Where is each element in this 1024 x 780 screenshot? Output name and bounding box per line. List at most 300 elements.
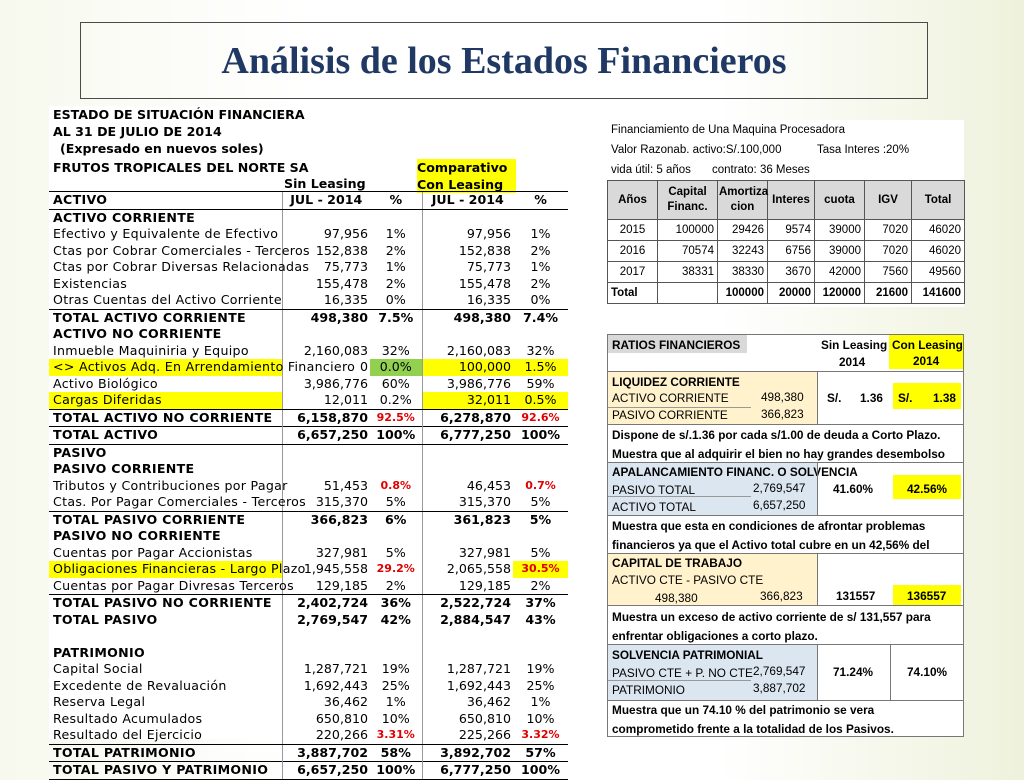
ratios-sin-label: Sin Leasing (821, 338, 888, 352)
bs-sin-pct: 32% (381, 342, 410, 358)
bs-con-pct (513, 645, 568, 662)
ct-formula: ACTIVO CTE - PASIVO CTE (612, 573, 764, 587)
leasing-cell: Capital Financ. (658, 181, 718, 220)
balance-sheet (49, 106, 568, 778)
bs-label: PASIVO CORRIENTE (53, 461, 195, 477)
bs-sin-pct: 2% (370, 578, 422, 595)
ct-sin: 131557 (836, 589, 876, 603)
bs-label: Ctas. Por Pagar Comerciales - Terceros (49, 494, 282, 511)
ct-a: 498,380 (655, 591, 698, 605)
bs-sin-pct: 25% (381, 677, 410, 693)
leasing-cell: 141600 (912, 283, 965, 304)
bs-con-value: 225,266 (422, 727, 513, 744)
bs-sin-value (282, 628, 370, 645)
bs-con-value (422, 628, 513, 645)
bs-row (49, 243, 568, 260)
leasing-cell: IGV (865, 181, 912, 220)
leasing-cell: 46020 (912, 220, 965, 241)
bs-con-pct: 2% (530, 242, 551, 258)
apa-num: 2,769,547 (753, 481, 806, 495)
bs-sin-value: 129,185 (282, 578, 370, 595)
bs-row (49, 661, 568, 678)
bs-label: TOTAL ACTIVO CORRIENTE (53, 309, 246, 325)
leasing-cell: 2015 (608, 220, 658, 241)
bs-sin-pct (370, 209, 422, 226)
bs-row (49, 276, 568, 293)
bs-sin-pct: 5% (385, 544, 406, 560)
bs-row (49, 578, 568, 595)
bs-con-value: JUL - 2014 (422, 192, 513, 210)
bs-sin-value: 3,986,776 (282, 376, 370, 393)
bs-con-value (422, 444, 513, 461)
bs-label: Otras Cuentas del Activo Corriente (49, 292, 282, 309)
bs-con-value: 3,986,776 (422, 376, 513, 393)
bs-con-pct: 43% (525, 611, 556, 627)
apa-den: 6,657,250 (753, 498, 806, 512)
bs-row (49, 628, 568, 645)
liq-num: 498,380 (761, 390, 804, 404)
bs-con-value: 16,335 (422, 292, 513, 309)
bs-con-value (422, 645, 513, 662)
bs-sin-pct: 29.2% (376, 562, 415, 576)
bs-row (49, 494, 568, 511)
bs-row (49, 762, 568, 780)
bs-con-value (422, 209, 513, 226)
bs-con-value: 3,892,702 (422, 744, 513, 762)
leasing-cell (658, 283, 718, 304)
bs-sin-pct: 7.5% (378, 309, 414, 325)
bs-sin-value: 75,773 (282, 259, 370, 276)
bs-row (49, 744, 568, 762)
bs-sin-pct: 0.2% (370, 392, 422, 409)
bs-label (49, 628, 282, 645)
bs-row (49, 376, 568, 393)
ratios-con-year: 2014 (913, 354, 940, 368)
leasing-row (608, 262, 965, 283)
apa-sin: 41.60% (833, 482, 874, 496)
bs-header-4: FRUTOS TROPICALES DEL NORTE SA (53, 160, 309, 175)
sol-note-2: comprometido frente a la totalidad de los Pasivos. (612, 722, 894, 736)
bs-sin-pct: 42% (380, 611, 411, 627)
bs-row (49, 612, 568, 629)
bs-label: ACTIVO NO CORRIENTE (53, 326, 222, 342)
bs-label: TOTAL PASIVO NO CORRIENTE (53, 595, 272, 611)
bs-sin-value: 2,160,083 (282, 343, 370, 360)
bs-con-value: 327,981 (422, 545, 513, 562)
bs-label: Inmueble Maquiniria y Equipo (53, 342, 249, 358)
bs-sin-pct (370, 528, 422, 545)
con-leasing-label: Con Leasing (417, 176, 516, 193)
bs-row (49, 343, 568, 360)
ct-b: 366,823 (760, 589, 803, 603)
ct-note-1: Muestra un exceso de activo corriente de s/ 131,557 para (612, 610, 931, 624)
bs-sin-pct: 100% (370, 427, 422, 445)
apa-name: APALANCAMIENTO FINANC. O SOLVENCIA (612, 465, 858, 479)
liq-cur-sin: S/. (827, 391, 842, 405)
bs-sin-pct: 36% (380, 595, 411, 611)
leasing-cell: 6756 (768, 241, 815, 262)
bs-sin-value (282, 461, 370, 478)
bs-sin-value: 6,158,870 (282, 409, 370, 427)
bs-con-pct: 37% (525, 595, 556, 611)
bs-sin-value: JUL - 2014 (282, 192, 370, 210)
bs-sin-value: 366,823 (282, 511, 370, 528)
bs-sin-pct: 0.8% (380, 478, 411, 492)
sol-num: 2,769,547 (753, 664, 806, 678)
apa-num-label: PASIVO TOTAL (612, 483, 696, 497)
bs-sin-value: 2,402,724 (282, 595, 370, 612)
leasing-cell: 29426 (718, 220, 768, 241)
leasing-cell: 32243 (718, 241, 768, 262)
bs-label: <> Activos Adq. En Arrendamiento Financiero (49, 359, 282, 376)
bs-sin-pct: 1% (385, 694, 406, 710)
bs-con-pct: 2% (513, 578, 568, 595)
leasing-row (608, 241, 965, 262)
bs-sin-value: 1,692,443 (282, 678, 370, 695)
leasing-cell: 39000 (815, 220, 865, 241)
bs-row (49, 678, 568, 695)
bs-con-value: 75,773 (422, 259, 513, 276)
bs-row (49, 409, 568, 427)
bs-sin-pct: 58% (380, 744, 411, 760)
bs-con-value: 650,810 (422, 711, 513, 728)
bs-con-value: 2,884,547 (422, 612, 513, 629)
bs-sin-value: 6,657,250 (282, 762, 370, 780)
bs-label: Ctas por Cobrar Comerciales - Terceros (53, 242, 310, 258)
bs-con-pct: % (513, 192, 568, 210)
bs-row (49, 292, 568, 309)
leasing-cell: Años (608, 181, 658, 220)
bs-sin-pct: 1% (385, 259, 406, 275)
bs-sin-value: 155,478 (282, 276, 370, 293)
bs-con-pct: 2% (530, 275, 551, 291)
liq-con: 1.38 (933, 391, 956, 405)
bs-con-pct: 1% (530, 259, 551, 275)
bs-con-value (422, 326, 513, 343)
liq-name: LIQUIDEZ CORRIENTE (612, 375, 740, 389)
bs-con-value: 6,777,250 (422, 427, 513, 445)
leasing-vida: vida útil: 5 años (611, 164, 691, 176)
bs-label: Resultado Acumulados (53, 710, 203, 726)
bs-con-pct: 1% (530, 694, 551, 710)
bs-label: Resultado del Ejercicio (49, 727, 282, 744)
bs-row (49, 561, 568, 578)
bs-row (49, 259, 568, 276)
leasing-cell: 7020 (865, 241, 912, 262)
leasing-table (607, 180, 965, 304)
bs-label: TOTAL ACTIVO NO CORRIENTE (53, 409, 273, 425)
bs-con-value: 32,011 (422, 392, 513, 409)
bs-row (49, 461, 568, 478)
bs-sin-value (282, 209, 370, 226)
bs-sin-value: 16,335 (282, 292, 370, 309)
liq-cur-con: S/. (898, 391, 913, 405)
bs-row (49, 545, 568, 562)
leasing-cell: 9574 (768, 220, 815, 241)
leasing-header-row (608, 181, 965, 220)
ratios-sin-year: 2014 (839, 355, 866, 369)
bs-con-pct (513, 444, 568, 461)
ct-con: 136557 (907, 589, 947, 603)
sol-sin: 71.24% (833, 665, 874, 679)
leasing-cell: 2017 (608, 262, 658, 283)
leasing-contrato: contrato: 36 Meses (712, 164, 810, 176)
bs-row (49, 427, 568, 445)
bs-row (49, 192, 568, 210)
bs-row (49, 392, 568, 409)
bs-label: TOTAL PASIVO Y PATRIMONIO (49, 762, 282, 780)
bs-con-value: 129,185 (422, 578, 513, 595)
leasing-cell: 49560 (912, 262, 965, 283)
apa-note-2: financieros ya que el Activo total cubre en un 42,56% del (612, 538, 930, 552)
balance-table (49, 191, 568, 780)
bs-con-pct (513, 628, 568, 645)
bs-con-pct (513, 326, 568, 343)
bs-sin-value: 3,887,702 (282, 744, 370, 762)
bs-sin-value: 6,657,250 (282, 427, 370, 445)
bs-label: ACTIVO CORRIENTE (53, 209, 196, 225)
bs-header-1: ESTADO DE SITUACIÓN FINANCIERA (53, 107, 305, 122)
bs-con-value: 100,000 (422, 359, 513, 376)
bs-con-pct: 5% (513, 494, 568, 511)
leasing-cell: 7020 (865, 220, 912, 241)
bs-sin-pct: 3.31% (370, 727, 422, 744)
bs-sin-pct: 6% (385, 511, 407, 527)
bs-con-pct: 57% (525, 744, 556, 760)
leasing-total-row (608, 283, 965, 304)
sol-name: SOLVENCIA PATRIMONIAL (612, 648, 763, 662)
bs-label: Efectivo y Equivalente de Efectivo (53, 226, 279, 242)
leasing-cell: 21600 (865, 283, 912, 304)
bs-sin-value: 0 (282, 359, 370, 376)
leasing-panel (607, 120, 964, 307)
bs-con-pct (513, 528, 568, 545)
bs-con-value: 152,838 (422, 243, 513, 260)
bs-con-value: 498,380 (422, 309, 513, 326)
liq-note-1: Dispone de s/.1.36 por cada s/1.00 de deuda a Corto Plazo. (612, 428, 941, 442)
bs-con-value: 2,160,083 (422, 343, 513, 360)
bs-con-pct: 0.5% (513, 392, 568, 409)
liq-den-label: PASIVO CORRIENTE (612, 408, 728, 422)
bs-sin-value (282, 326, 370, 343)
bs-sin-pct: % (370, 192, 422, 210)
bs-label: PASIVO (53, 444, 107, 460)
bs-sin-pct (370, 461, 422, 478)
bs-con-pct: 30.5% (513, 561, 568, 578)
sol-den-label: PATRIMONIO (612, 683, 685, 697)
ratios-title: RATIOS FINANCIEROS (612, 338, 741, 352)
bs-row (49, 694, 568, 711)
bs-con-value (422, 528, 513, 545)
leasing-cell: 46020 (912, 241, 965, 262)
leasing-cell: 100000 (658, 220, 718, 241)
leasing-cell: 2016 (608, 241, 658, 262)
bs-label: Cuentas por Pagar Accionistas (53, 544, 253, 560)
bs-label: PATRIMONIO (53, 644, 145, 660)
bs-row (49, 645, 568, 662)
liq-num-label: ACTIVO CORRIENTE (612, 391, 729, 405)
bs-con-pct: 32% (526, 342, 555, 358)
comparativo-label: Comparativo (417, 159, 516, 177)
apa-den-label: ACTIVO TOTAL (612, 500, 696, 514)
bs-con-pct: 100% (513, 762, 568, 780)
bs-row (49, 326, 568, 343)
bs-sin-pct: 5% (370, 494, 422, 511)
leasing-cell: 39000 (815, 241, 865, 262)
bs-con-pct: 92.6% (521, 410, 560, 424)
bs-header-2: AL 31 DE JULIO DE 2014 (53, 124, 222, 139)
bs-row (49, 511, 568, 528)
leasing-cell: 20000 (768, 283, 815, 304)
bs-con-value: 155,478 (422, 276, 513, 293)
bs-con-pct: 25% (526, 677, 555, 693)
bs-row (49, 226, 568, 243)
liq-den: 366,823 (761, 407, 804, 421)
leasing-cell: 100000 (718, 283, 768, 304)
bs-sin-pct: 2% (385, 275, 406, 291)
bs-con-value: 1,287,721 (422, 661, 513, 678)
bs-sin-value: 12,011 (282, 392, 370, 409)
bs-label: TOTAL PATRIMONIO (53, 744, 196, 760)
apa-con: 42.56% (907, 482, 948, 496)
bs-con-pct: 19% (526, 661, 555, 677)
bs-con-value: 315,370 (422, 494, 513, 511)
sol-num-label: PASIVO CTE + P. NO CTE (612, 666, 753, 680)
page-title: Análisis de los Estados Financieros (221, 39, 787, 82)
liq-sin: 1.36 (860, 391, 883, 405)
leasing-cell: 38330 (718, 262, 768, 283)
leasing-cell: 120000 (815, 283, 865, 304)
bs-row (49, 595, 568, 612)
leasing-line-1: Financiamiento de Una Maquina Procesadora (611, 124, 845, 136)
bs-header-3: (Expresado en nuevos soles) (60, 141, 264, 156)
bs-row (49, 478, 568, 495)
bs-row (49, 711, 568, 728)
bs-con-value: 1,692,443 (422, 678, 513, 695)
bs-sin-value: 498,380 (282, 309, 370, 326)
bs-con-value (422, 461, 513, 478)
bs-sin-pct: 1% (385, 226, 406, 242)
leasing-cell: 3670 (768, 262, 815, 283)
bs-row (49, 309, 568, 326)
leasing-cell: Total (608, 283, 658, 304)
bs-con-pct: 100% (513, 427, 568, 445)
bs-sin-value: 1,287,721 (282, 661, 370, 678)
bs-con-value: 46,453 (422, 478, 513, 495)
leasing-cell: cuota (815, 181, 865, 220)
bs-label: Excedente de Revaluación (53, 677, 227, 693)
bs-sin-pct: 60% (381, 375, 410, 391)
bs-sin-pct: 100% (370, 762, 422, 780)
bs-sin-value: 97,956 (282, 226, 370, 243)
ratios-con-label: Con Leasing (892, 338, 963, 352)
leasing-cell: Amortiza cion (718, 181, 768, 220)
bs-label: Existencias (53, 275, 128, 291)
leasing-valor: Valor Razonab. activo:S/.100,000 (611, 144, 782, 156)
bs-sin-pct: 2% (385, 242, 406, 258)
bs-label: Obligaciones Financieras - Largo Plazo (49, 561, 282, 578)
bs-con-pct: 0.7% (525, 478, 556, 492)
bs-label: Reserva Legal (53, 694, 146, 710)
bs-con-value: 97,956 (422, 226, 513, 243)
bs-con-pct (513, 461, 568, 478)
leasing-row (608, 220, 965, 241)
bs-row (49, 444, 568, 461)
bs-label: ACTIVO (49, 192, 282, 210)
apa-note-1: Muestra que esta en condiciones de afrontar problemas (612, 519, 926, 533)
bs-sin-pct (370, 326, 422, 343)
bs-sin-value: 2,769,547 (282, 612, 370, 629)
bs-label: Cuentas por Pagar Divresas Terceros (49, 578, 282, 595)
bs-label: PASIVO NO CORRIENTE (53, 528, 221, 544)
bs-label: Ctas por Cobrar Diversas Relacionadas (53, 259, 310, 275)
bs-label: Cargas Diferidas (49, 392, 282, 409)
bs-sin-value: 650,810 (282, 711, 370, 728)
bs-con-pct (513, 209, 568, 226)
bs-sin-value: 51,453 (282, 478, 370, 495)
bs-sin-pct: 0% (370, 292, 422, 309)
bs-con-pct: 0% (513, 292, 568, 309)
leasing-cell: 70574 (658, 241, 718, 262)
bs-con-pct: 7.4% (523, 309, 558, 325)
bs-sin-pct (370, 444, 422, 461)
bs-sin-value: 220,266 (282, 727, 370, 744)
bs-sin-pct: 92.5% (376, 410, 415, 424)
bs-sin-value (282, 444, 370, 461)
leasing-cell: 42000 (815, 262, 865, 283)
bs-sin-value: 315,370 (282, 494, 370, 511)
leasing-cell: Total (912, 181, 965, 220)
title-box (80, 22, 928, 99)
bs-row (49, 209, 568, 226)
ratios-panel (607, 334, 964, 737)
sol-den: 3,887,702 (753, 681, 806, 695)
bs-label: TOTAL PASIVO CORRIENTE (53, 511, 246, 527)
leasing-cell: 38331 (658, 262, 718, 283)
bs-sin-pct (370, 628, 422, 645)
bs-sin-pct: 10% (381, 710, 410, 726)
bs-sin-pct (370, 645, 422, 662)
bs-row (49, 528, 568, 545)
bs-sin-value (282, 645, 370, 662)
bs-row (49, 359, 568, 376)
bs-label: Tributos y Contribuciones por Pagar (53, 477, 288, 493)
bs-con-value: 2,065,558 (422, 561, 513, 578)
bs-con-pct: 5% (530, 544, 551, 560)
bs-con-value: 361,823 (422, 511, 513, 528)
leasing-tasa: Tasa Interes :20% (817, 144, 910, 156)
bs-sin-value: 1,945,558 (282, 561, 370, 578)
leasing-cell: 7560 (865, 262, 912, 283)
liq-note-2: Muestra que al adquirir el bien no hay grandes desembolso (612, 447, 946, 461)
bs-sin-value: 327,981 (282, 545, 370, 562)
bs-sin-value: 36,462 (282, 694, 370, 711)
bs-sin-value: 152,838 (282, 243, 370, 260)
bs-con-value: 2,522,724 (422, 595, 513, 612)
sol-con: 74.10% (907, 665, 948, 679)
bs-con-pct: 1% (530, 226, 551, 242)
bs-con-pct: 1.5% (513, 359, 568, 376)
bs-con-pct: 5% (529, 511, 552, 527)
leasing-cell: Interes (768, 181, 815, 220)
bs-con-value: 6,278,870 (422, 409, 513, 427)
bs-label: Capital Social (53, 661, 143, 677)
bs-con-value: 36,462 (422, 694, 513, 711)
bs-sin-pct: 0.0% (370, 359, 422, 376)
bs-con-pct: 10% (526, 710, 555, 726)
bs-con-pct: 3.32% (513, 727, 568, 744)
sol-note-1: Muestra que un 74.10 % del patrimonio se vera (612, 703, 875, 717)
